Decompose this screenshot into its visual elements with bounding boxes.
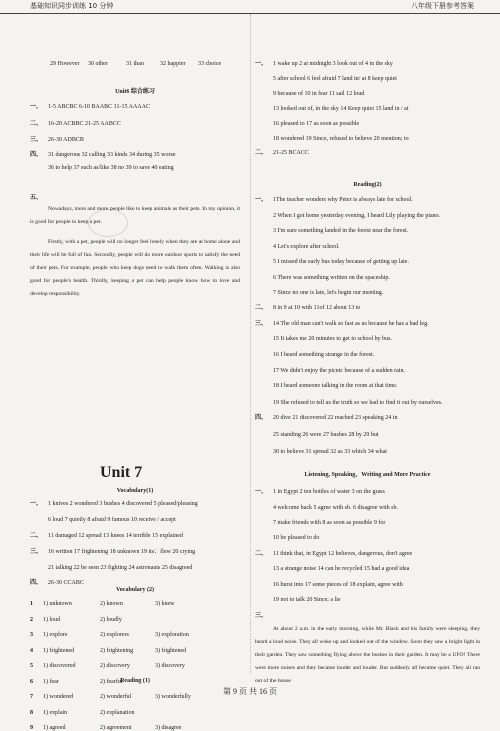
answer-line-mark: 四、 [255, 415, 268, 421]
answer-line: 7 Since no one is late, let's begin our meeting. [273, 290, 384, 296]
answer-line: 14 The old man can't walk so fast as us because he has a bad leg. [273, 321, 429, 327]
answer-line: 10 be pleased to do [273, 535, 320, 541]
answer-line: 18 wondered 19 Since, refused to believe 20 mention; to [273, 136, 409, 142]
answer-line-mark: 二、 [30, 121, 43, 127]
row-number: 9 [30, 725, 33, 731]
answer-line: 20 dive 21 discovered 22 reached 23 speaking 24 in [273, 415, 398, 421]
answer-line: 11 damaged 12 spread 13 knees 14 terrible 15 explained [48, 533, 183, 539]
answer-item: 2) wonderful [100, 694, 132, 700]
section-title-reading1: Reading (1) [120, 678, 150, 684]
answer-line: 19 not to talk 20 Since; a lie [273, 597, 341, 603]
answer-item: 2) explanation [100, 709, 135, 716]
answer-item: 1) agreed [43, 725, 66, 731]
row-number: 8 [30, 709, 33, 716]
answer-line: 17 We didn't enjoy the picnic because of a sudden rain. [273, 368, 405, 374]
header-left: 基础知识同步训练 10 分钟 [30, 2, 114, 10]
essay-paragraph: Firstly, with a pet, people will no longer feel lonely when they are at home alone and their life will be full of fun. Secondly, people will do more outdoor sports to satisfy the need of their pets. For example, people who keep dogs need to walk them often. Walking is also good for people's health. Thirdly, keeping a pet can help people know how to love and develop responsibility. [30, 239, 240, 297]
row-number: 7 [30, 694, 33, 700]
answer-line-mark: 三、 [255, 321, 268, 327]
answer-item: 29 However [50, 61, 80, 67]
answer-line: 16 I heard something strange in the forest. [273, 352, 375, 358]
section-title-unit6: Unit6 综合练习 [115, 89, 155, 95]
answer-line-mark: 一、 [30, 501, 43, 507]
answer-line: 16 pleased to 17 as soon as possible [273, 121, 360, 127]
answer-line: 7 make friends with 8 as soon as possible 9 for [273, 520, 386, 526]
answer-line: 4 Let's explore after school. [273, 244, 340, 250]
answer-line: 36 to help 37 such as/like 38 no 39 to save 40 eating [48, 165, 174, 171]
answer-line: 21 talking 22 be seen 23 fighting 24 astronauts 25 disagreed [48, 565, 193, 571]
page-header [0, 0, 500, 14]
answer-line-mark: 二、 [255, 551, 268, 557]
answer-item: 1) loud [43, 616, 61, 623]
answer-line: 1 wake up 2 at midnight 3 look out of 4 in the sky [273, 61, 393, 67]
answer-line: 16-20 ACBBC 21-25 AABCC [48, 121, 121, 127]
answer-line: 1The teacher wonders why Peter is always late for school. [273, 197, 413, 203]
essay-paragraph: Nowadays, more and more people like to keep animals as their pets. In my opinion, it is good for people to keep a pet. [30, 206, 240, 225]
answer-line-mark: 三、 [255, 613, 268, 619]
answer-item: 2) agreement [100, 725, 132, 731]
answer-item: 2) known [100, 601, 123, 607]
section-title-lswm: Listening, Speaking，Writing and More Practice [304, 472, 431, 478]
answer-line: 3 I'm sure something landed in the forest near the forest. [273, 228, 409, 234]
answer-line: 16 written 17 frightening 18 unknown 19 its；flew 20 crying [48, 549, 196, 555]
answer-item: 3) disagree [155, 725, 182, 731]
answer-item: 32 happier [160, 61, 186, 67]
answer-line-mark: 一、 [30, 104, 43, 110]
section-title-reading2: Reading(2) [353, 182, 382, 188]
answer-line-mark: 一、 [255, 61, 268, 67]
row-number: 1 [30, 601, 33, 607]
answer-line: 1 knives 2 wondered 3 bushes 4 discovered 5 pleased/pleasing [48, 501, 198, 507]
answer-item: 3) knew [155, 601, 175, 607]
answer-line: 16 burst into 17 some pieces of 18 explain, agree with [273, 582, 403, 588]
answer-line: 5 after school 6 feel afraid 7 land in/ at 8 keep quiet [273, 76, 397, 82]
answer-line: 6 There was something written on the spaceship. [273, 275, 390, 281]
answer-line: 1-5 ABCBC 6-10 BAABC 11-15 AAAAC [48, 104, 150, 110]
answer-item: 1) wondered [43, 694, 74, 700]
answer-line: 8 in 9 at 10 with 11of 12 about 13 to [273, 305, 361, 311]
row-number: 2 [30, 616, 33, 623]
unit7-title: Unit 7 [100, 464, 143, 481]
answer-item: 1) unknown [43, 601, 72, 607]
answer-line: 25 standing 26 were 27 bushes 28 by 29 but [273, 432, 379, 438]
header-right: 八年级下册参考答案 [411, 2, 474, 10]
answer-item: 3) discovery [155, 663, 185, 669]
answer-item: 30 other [88, 61, 108, 67]
answer-item: 31 than [126, 61, 144, 67]
answer-line: 26-30 ADBCB [48, 137, 84, 143]
answer-item: 3) wonderfully [155, 694, 191, 700]
answer-line: 11 think that, in Egypt 12 believes, dangerous, don't agree [273, 551, 413, 557]
answer-line-mark: 三、 [30, 549, 43, 555]
answer-line-mark: 四、 [30, 152, 43, 158]
row-number: 5 [30, 663, 33, 669]
answer-item: 3) frightened [155, 647, 187, 654]
answer-line: 13 a strange noise 14 can be recycled 15 had a good idea [273, 566, 410, 572]
answer-item: 2) fearful [100, 678, 123, 685]
answer-line: 5 I missed the early bus today because of getting up late. [273, 259, 409, 265]
answer-line: 21-25 BCACC [273, 150, 309, 156]
answer-item: 1) fear [43, 678, 59, 685]
answer-line-mark: 二、 [255, 305, 268, 311]
row-number: 4 [30, 647, 33, 654]
story-paragraph: At about 2 a.m. in the early morning, while Mr. Black and his family were sleeping, they heard a loud noise. They all woke up and looked out of the window. Soon they saw a bright light in their garden. They saw something flying above the bushes in their garden. It may be a UFO! There were more noises and they became louder and louder. But suddenly all became quiet. They all ran out of the house [255, 626, 480, 684]
answer-line: 2 When I got home yesterday evening, I heard Lily playing the piano. [273, 213, 441, 219]
answer-line-mark: 三、 [30, 137, 43, 143]
answer-item: 1) discovered [43, 663, 76, 669]
answer-item: 2) explorers [100, 632, 129, 638]
answer-line-mark: 一、 [255, 489, 268, 495]
answer-line: 31 dangerous 32 calling 33 kinds 34 during 35 worse [48, 152, 176, 158]
answer-item: 33 choice [198, 61, 222, 67]
section-title-vocab2: Vocabulary (2) [116, 587, 154, 593]
answer-item: 1) explain [43, 709, 68, 716]
row-number: 6 [30, 678, 33, 685]
answer-line: 9 because of 10 in fear 11 sail 12 loud [273, 91, 365, 97]
answer-line-mark: 五、 [30, 195, 43, 201]
answer-line-mark: 四、 [30, 580, 43, 586]
answer-line-mark: 一、 [255, 197, 268, 203]
answer-line: 30 to believe 31 spread 32 as 33 which 34 what [273, 449, 387, 455]
answer-line: 26-30 CCABC [48, 580, 84, 586]
answer-line: 19 She refused to tell us the truth so we had to find it out by ourselves. [273, 400, 443, 406]
page-footer: 第 9 页 共 16 页 [223, 687, 277, 696]
answer-line: 15 It takes me 20 minutes to get to school by bus. [273, 336, 392, 342]
answer-line-mark: 二、 [255, 150, 268, 156]
answer-line: 18 I heard someone talking in the room at that time. [273, 383, 398, 389]
answer-line: 13 looked out of, in the sky 14 Keep quiet 15 land in / at [273, 106, 409, 112]
row-number: 3 [30, 632, 33, 638]
answer-line: 4 welcome back 5 agree with sb. 6 disagree with sb. [273, 505, 398, 511]
answer-item: 1) explore [43, 632, 68, 638]
answer-item: 2) discovery [100, 663, 130, 669]
section-title-vocab1: Vocabulary(1) [116, 488, 154, 494]
column-divider [250, 14, 251, 674]
answer-item: 2) frightening [100, 647, 134, 654]
answer-line: 1 in Egypt 2 ten bottles of water 3 on the grass [273, 489, 385, 495]
answer-line: 6 loud 7 quietly 8 afraid 9 famous 10 receive / accept [48, 517, 176, 523]
answer-item: 3) exploration [155, 632, 189, 638]
answer-item: 1) frightened [43, 647, 75, 654]
answer-line-mark: 二、 [30, 533, 43, 539]
answer-item: 2) loudly [100, 616, 122, 623]
